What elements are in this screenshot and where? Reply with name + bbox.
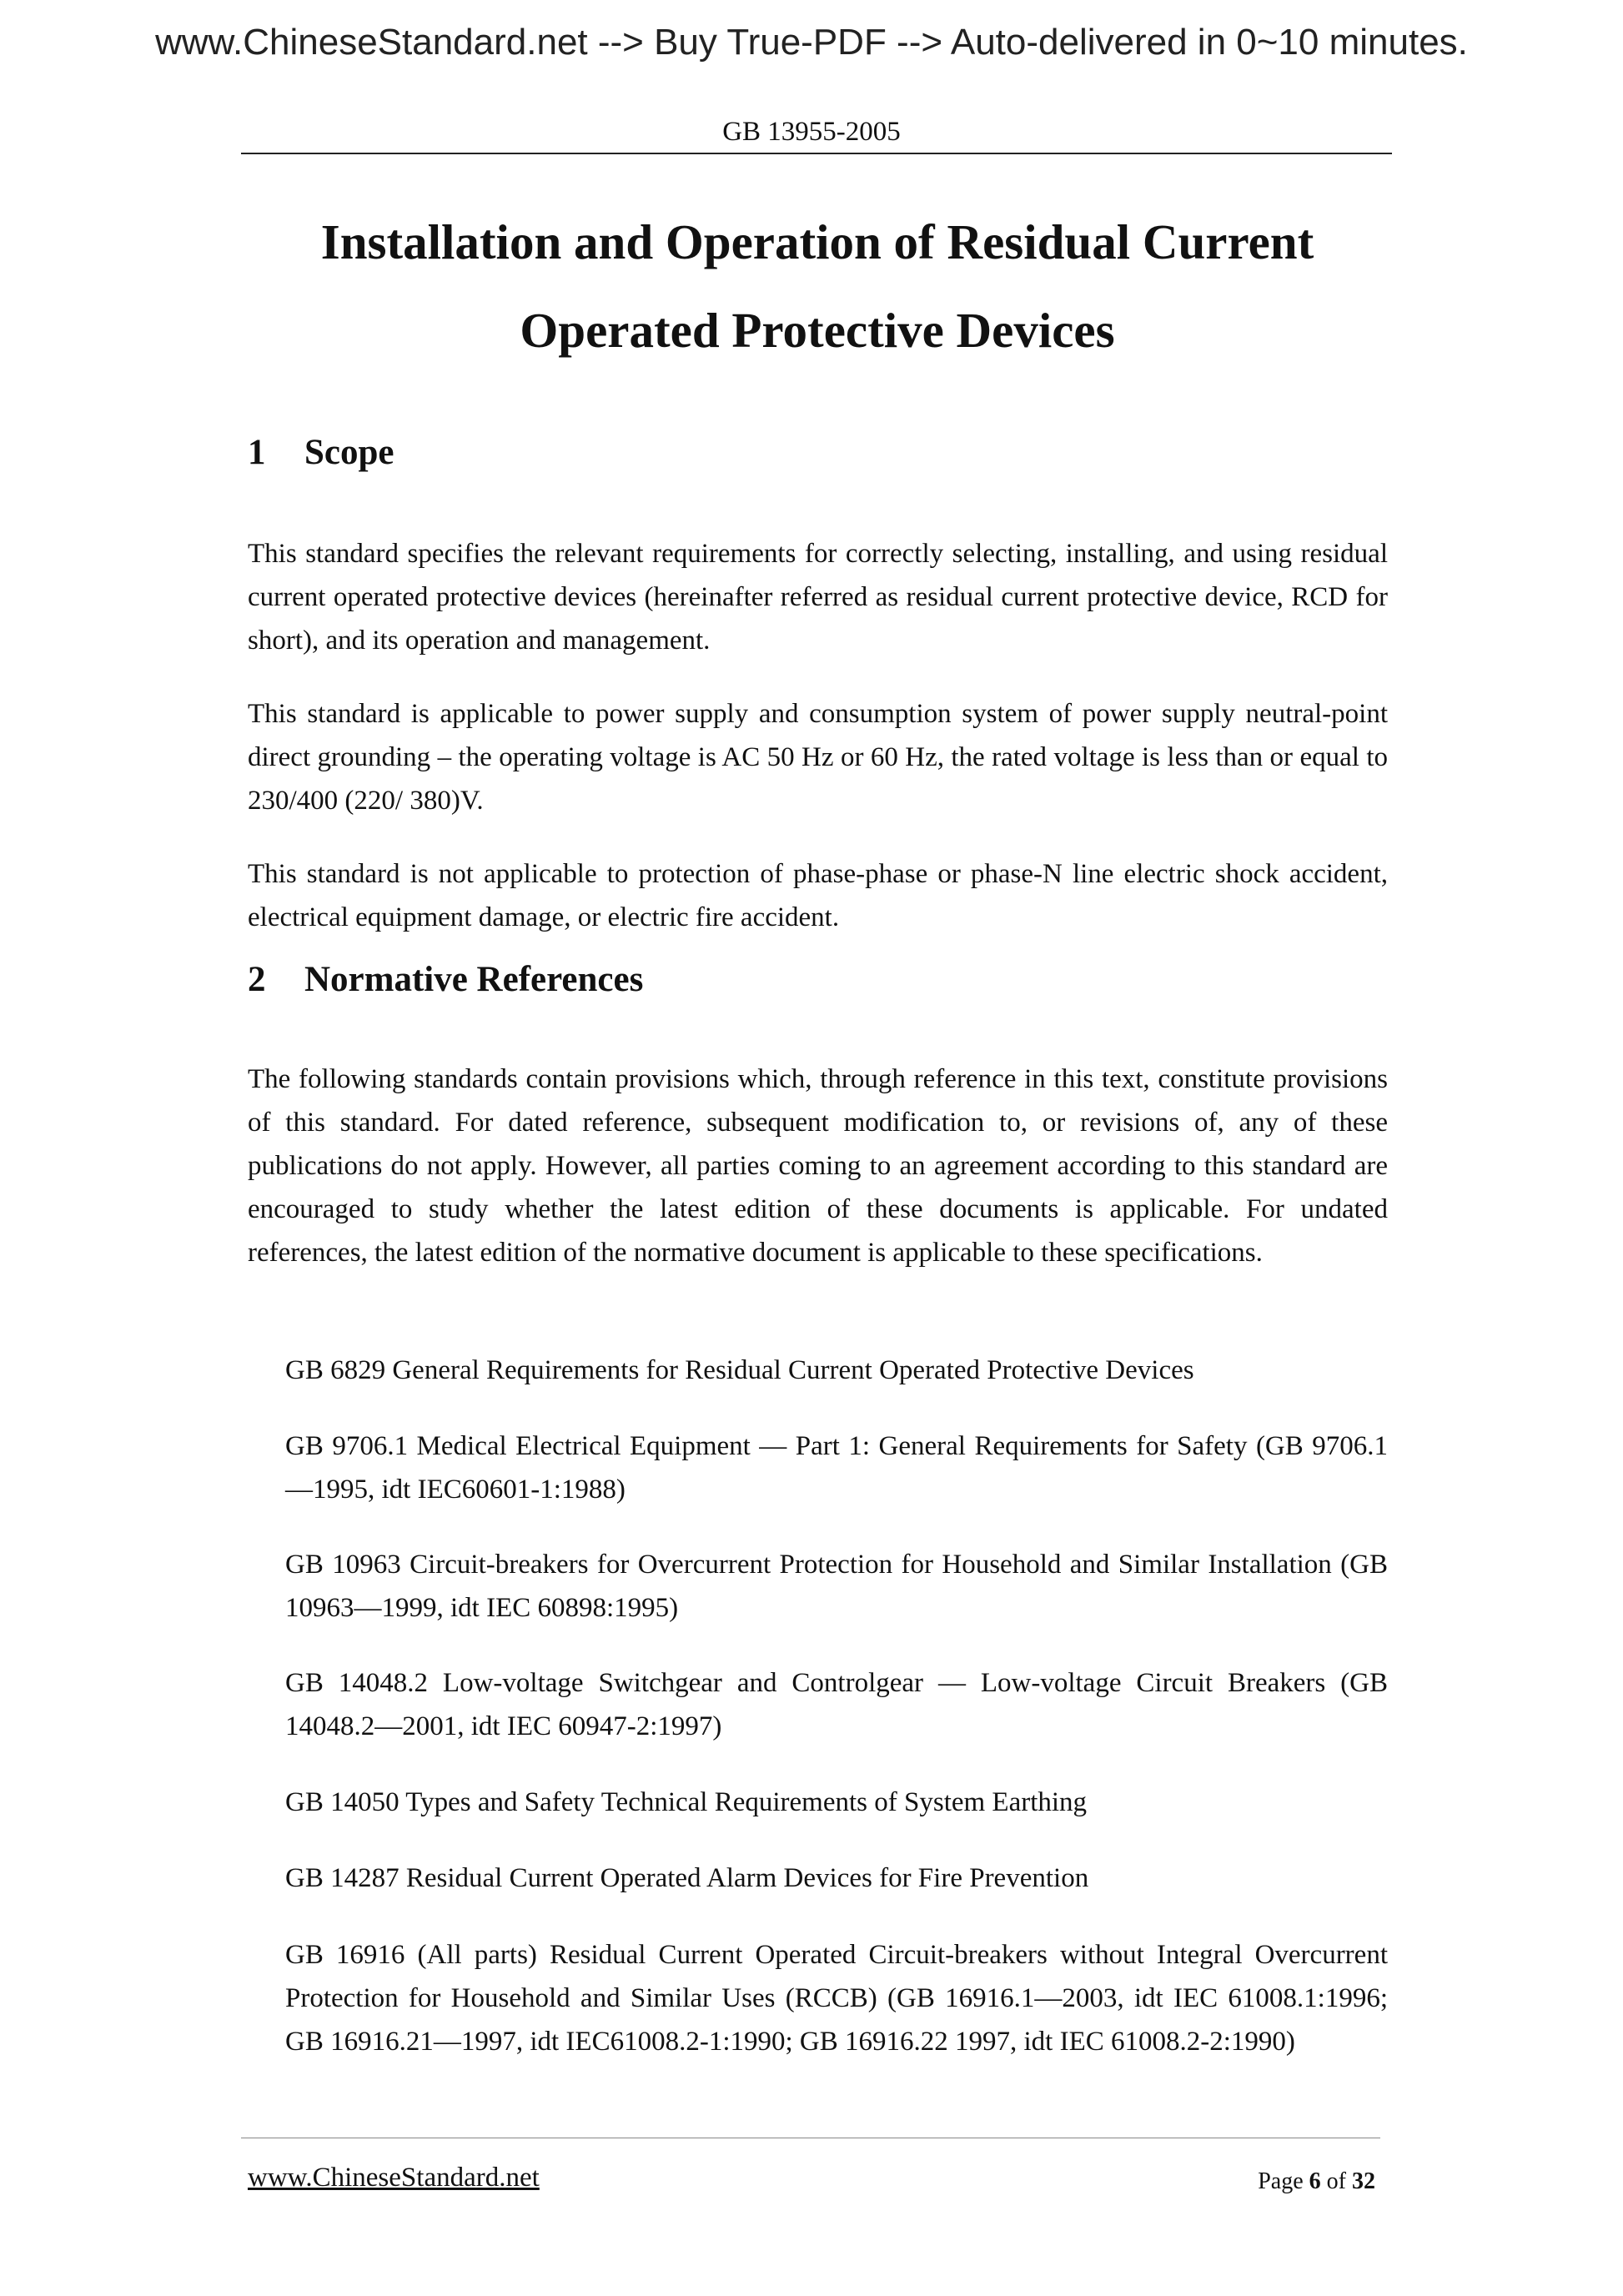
- page-prefix: Page: [1258, 2168, 1304, 2194]
- header-divider: [241, 153, 1392, 154]
- title-line-2: Operated Protective Devices: [520, 303, 1115, 358]
- reference-item: GB 14287 Residual Current Operated Alarm Devices for Fire Prevention: [285, 1863, 1089, 1893]
- references-intro-paragraph: The following standards contain provisions which, through reference in this text, constitute provisions of this standard. For dated reference, subsequent modification to, or revisions of, any of these publications do not apply. However, all parties coming to an agreement according to this standard are encouraged to study whether the latest edition of these documents is applicable. For undated references, the latest edition of the normative document is applicable to these specifications.: [248, 1064, 1388, 1268]
- reference-item: GB 9706.1 Medical Electrical Equipment — Part 1: General Requirements for Safety (GB 9706.1—1995, idt IEC60601-1:1988): [285, 1431, 1388, 1505]
- reference-item: GB 16916 (All parts) Residual Current Operated Circuit-breakers without Integral Overcurrent Protection for Household and Similar Uses (RCCB) (GB 16916.1—2003, idt IEC 61008.1:1996; GB 16916.21—1997, idt IEC61008.2-1:1990; GB 16916.22 1997, idt IEC 61008.2-2:1990): [285, 1940, 1388, 2057]
- reference-item: GB 14048.2 Low-voltage Switchgear and Controlgear — Low-voltage Circuit Breakers (GB 14048.2—2001, idt IEC 60947-2:1997): [285, 1668, 1388, 1741]
- scope-paragraph-3: This standard is not applicable to protection of phase-phase or phase-N line electric shock accident, electrical equipment damage, or electric fire accident.: [248, 859, 1388, 932]
- section-heading-scope: [248, 432, 394, 473]
- footer-website-link[interactable]: www.ChineseStandard.net: [248, 2163, 540, 2193]
- document-number: GB 13955-2005: [722, 117, 901, 147]
- scope-paragraph-1: This standard specifies the relevant requirements for correctly selecting, installing, and using residual current operated protective devices (hereinafter referred as residual current protective device, RCD for short), and its operation and management.: [248, 539, 1388, 656]
- top-banner: www.ChineseStandard.net --> Buy True-PDF --> Auto-delivered in 0~10 minutes.: [155, 22, 1468, 63]
- total-pages: 32: [1352, 2168, 1375, 2194]
- reference-item: GB 10963 Circuit-breakers for Overcurrent Protection for Household and Similar Installation (GB 10963—1999, idt IEC 60898:1995): [285, 1550, 1388, 1623]
- section-heading-normative-references: [248, 959, 643, 1000]
- reference-item: GB 6829 General Requirements for Residual Current Operated Protective Devices: [285, 1355, 1194, 1385]
- scope-paragraph-2: This standard is applicable to power supply and consumption system of power supply neutral-point direct grounding – the operating voltage is AC 50 Hz or 60 Hz, the rated voltage is less than or equal to 230/400 (220/ 380)V.: [248, 699, 1388, 816]
- reference-item: GB 14050 Types and Safety Technical Requirements of System Earthing: [285, 1787, 1088, 1817]
- page-indicator: [1258, 2168, 1375, 2195]
- section-number: 2: [248, 960, 266, 999]
- title-line-1: Installation and Operation of Residual Current: [320, 214, 1314, 269]
- section-number: 1: [248, 433, 266, 472]
- section-title: Normative References: [304, 960, 644, 999]
- current-page: 6: [1309, 2168, 1321, 2194]
- page-title: [242, 198, 1393, 374]
- page-of: of: [1326, 2168, 1346, 2194]
- section-title: Scope: [304, 433, 394, 472]
